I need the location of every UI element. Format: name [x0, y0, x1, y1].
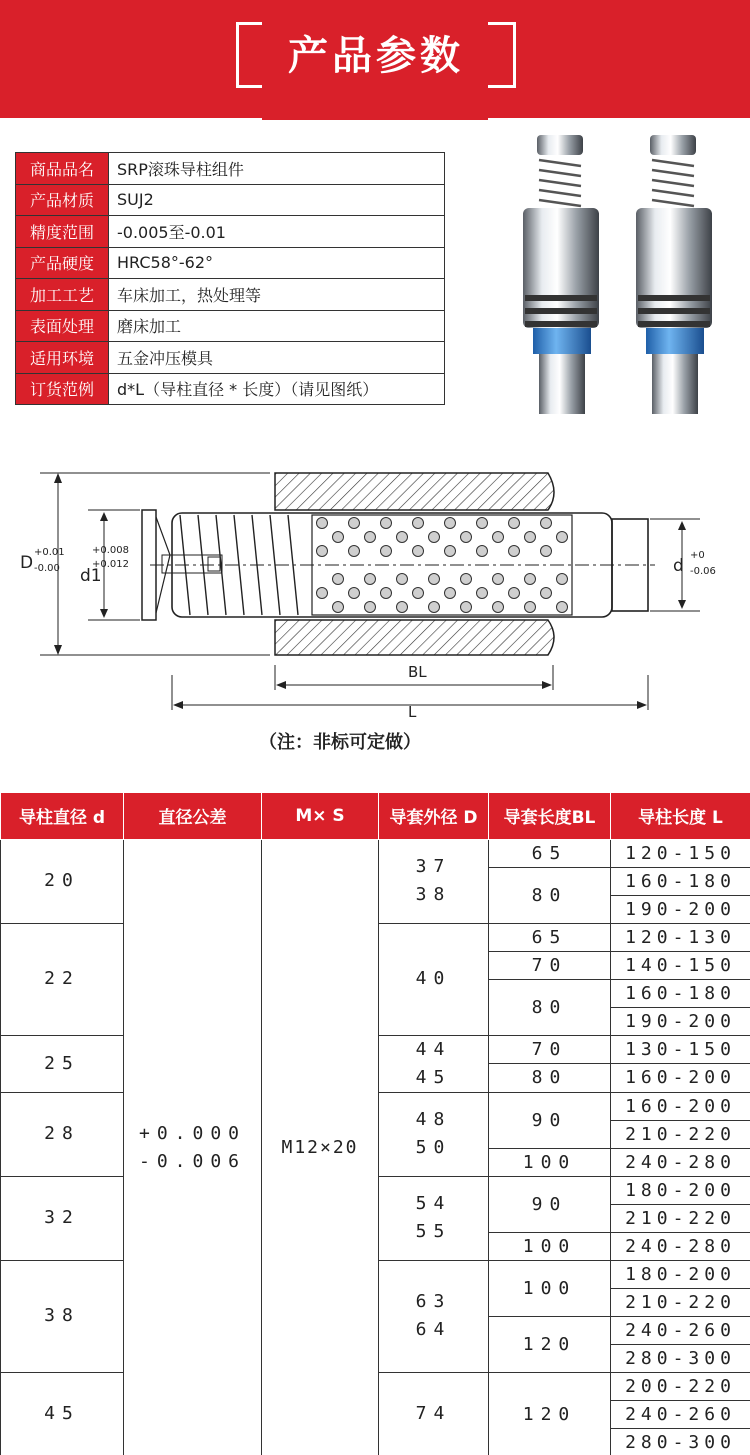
spec-header-cell: 导柱长度 L: [611, 793, 750, 839]
technical-drawing: [0, 455, 750, 725]
info-key: 适用环境: [16, 342, 109, 374]
ball-bearing: [525, 602, 536, 613]
cell-bushing-od: [379, 1372, 489, 1455]
cell-post-length: 210-220: [611, 1120, 750, 1148]
bushing-od-value: 48: [415, 1109, 452, 1130]
dim-d-label: d: [673, 556, 684, 576]
info-value: 车床加工，热处理等: [109, 279, 445, 311]
page-title: 产品参数: [288, 33, 464, 79]
cell-post-diameter: 25: [1, 1035, 124, 1092]
ball-bearing: [397, 574, 408, 585]
cell-post-length: 240-260: [611, 1316, 750, 1344]
cell-post-length: 160-180: [611, 867, 750, 895]
ball-bearing: [413, 518, 424, 529]
ball-bearing: [429, 574, 440, 585]
cell-post-length: 240-260: [611, 1400, 750, 1428]
ball-bearing: [381, 588, 392, 599]
ball-bearing: [365, 574, 376, 585]
cell-post-length: 180-200: [611, 1176, 750, 1204]
ball-bearing: [541, 546, 552, 557]
product-photo-right: [628, 130, 728, 420]
cell-bushing-length: 70: [489, 951, 611, 979]
ball-bearing: [461, 602, 472, 613]
bushing-od-value: 74: [415, 1403, 452, 1424]
cell-bushing-length: 70: [489, 1035, 611, 1064]
bushing-od-value: 63: [415, 1291, 452, 1312]
bushing-od-value: 40: [415, 968, 452, 989]
bushing-od-value: 55: [415, 1221, 452, 1242]
ball-bearing: [429, 602, 440, 613]
bushing-od-value: 44: [415, 1038, 452, 1060]
cell-post-length: 240-280: [611, 1232, 750, 1260]
ball-bearing: [477, 588, 488, 599]
cell-post-length: 180-200: [611, 1260, 750, 1288]
cell-post-length: 140-150: [611, 951, 750, 979]
dim-D-tol-top: +0.01: [34, 547, 65, 558]
ball-bearing: [541, 588, 552, 599]
ball-bearing: [509, 518, 520, 529]
cell-post-diameter: 38: [1, 1260, 124, 1372]
header-banner: [0, 0, 750, 118]
info-row: [16, 247, 445, 279]
cell-post-diameter: 20: [1, 839, 124, 923]
tolerance-bottom: -0.006: [138, 1150, 247, 1172]
cell-post-length: 210-220: [611, 1204, 750, 1232]
ball-bearing: [349, 546, 360, 557]
cell-bushing-length: 100: [489, 1232, 611, 1260]
cell-bushing-length: 120: [489, 1316, 611, 1372]
ball-bearing: [413, 546, 424, 557]
cell-post-length: 160-200: [611, 1064, 750, 1093]
cell-post-length: 120-130: [611, 923, 750, 951]
ball-bearing: [317, 518, 328, 529]
cell-post-length: 200-220: [611, 1372, 750, 1400]
cell-bushing-length: 90: [489, 1176, 611, 1232]
cell-bushing-length: 100: [489, 1260, 611, 1316]
ball-bearing: [365, 532, 376, 543]
info-value: 磨床加工: [109, 310, 445, 342]
ball-bearing: [509, 546, 520, 557]
cell-post-length: 190-200: [611, 1007, 750, 1035]
info-row: [16, 279, 445, 311]
cell-bushing-length: 80: [489, 1064, 611, 1093]
cell-post-length: 240-280: [611, 1148, 750, 1176]
info-key: 加工工艺: [16, 279, 109, 311]
cell-bushing-od: [379, 1092, 489, 1176]
ball-bearing: [317, 546, 328, 557]
ball-bearing: [429, 532, 440, 543]
bushing-od-value: 54: [415, 1193, 452, 1214]
info-key: 商品品名: [16, 153, 109, 185]
dim-d1-tol-top: +0.008: [92, 545, 130, 556]
ball-bearing: [397, 532, 408, 543]
info-key: 表面处理: [16, 310, 109, 342]
info-value: d*L（导柱直径 * 长度）（请见图纸）: [109, 373, 445, 405]
spec-header-cell: M× S: [262, 793, 379, 839]
info-value: SUJ2: [109, 184, 445, 216]
info-row: [16, 342, 445, 374]
dim-D-label: D: [20, 553, 34, 573]
ball-bearing: [445, 518, 456, 529]
cell-bushing-od: [379, 1260, 489, 1372]
ball-bearing: [381, 546, 392, 557]
cell-post-diameter: 45: [1, 1372, 124, 1455]
cell-post-length: 190-200: [611, 895, 750, 923]
ball-bearing: [349, 588, 360, 599]
spec-table: [0, 793, 750, 1455]
ball-bearing: [445, 588, 456, 599]
ball-bearing: [413, 588, 424, 599]
cell-bushing-od: [379, 1176, 489, 1260]
ball-bearing: [349, 518, 360, 529]
info-value: SRP滚珠导柱组件: [109, 153, 445, 185]
bushing-od-value: 37: [415, 856, 452, 877]
spec-header-cell: 导套长度BL: [489, 793, 611, 839]
info-key: 订货范例: [16, 373, 109, 405]
cell-tolerance: [124, 839, 262, 1455]
cell-post-diameter: 22: [1, 923, 124, 1035]
spec-header-cell: 导套外径 D: [379, 793, 489, 839]
cell-bushing-length: 65: [489, 923, 611, 951]
cell-bushing-length: 90: [489, 1092, 611, 1148]
bushing-od-value: 50: [415, 1137, 452, 1158]
info-key: 精度范围: [16, 216, 109, 248]
ball-bearing: [509, 588, 520, 599]
cell-ms: M12×20: [262, 839, 379, 1455]
ball-bearing: [461, 574, 472, 585]
info-key: 产品材质: [16, 184, 109, 216]
ball-bearing: [381, 518, 392, 529]
spec-header-cell: 直径公差: [124, 793, 262, 839]
ball-bearing: [333, 602, 344, 613]
cell-bushing-od: [379, 1035, 489, 1092]
dim-L-label: L: [408, 703, 417, 721]
ball-bearing: [477, 546, 488, 557]
cell-post-length: 160-200: [611, 1092, 750, 1120]
ball-bearing: [525, 574, 536, 585]
dim-d1-label: d1: [80, 566, 102, 586]
info-row: [16, 373, 445, 405]
ball-bearing: [557, 532, 568, 543]
cell-post-length: 130-150: [611, 1035, 750, 1064]
ball-bearing: [445, 546, 456, 557]
cell-bushing-length: 100: [489, 1148, 611, 1176]
cell-post-length: 280-300: [611, 1428, 750, 1455]
ball-bearing: [333, 532, 344, 543]
cell-post-diameter: 32: [1, 1176, 124, 1260]
cell-bushing-length: 65: [489, 839, 611, 867]
cell-post-length: 160-180: [611, 979, 750, 1007]
ball-bearing: [365, 602, 376, 613]
ball-bearing: [333, 574, 344, 585]
spec-header-cell: 导柱直径 d: [1, 793, 124, 839]
ball-bearing: [541, 518, 552, 529]
ball-bearing: [493, 602, 504, 613]
cell-bushing-length: 80: [489, 979, 611, 1035]
cell-bushing-length: 80: [489, 867, 611, 923]
tolerance-top: +0.000: [138, 1122, 247, 1144]
cell-post-length: 210-220: [611, 1288, 750, 1316]
table-row: [1, 839, 750, 867]
ball-bearing: [557, 574, 568, 585]
cell-post-length: 120-150: [611, 839, 750, 867]
bushing-od-value: 38: [415, 884, 452, 905]
info-row: [16, 184, 445, 216]
ball-bearing: [557, 602, 568, 613]
dim-D-tol-bottom: -0.00: [34, 563, 60, 574]
product-photo-left: [515, 130, 615, 420]
cell-bushing-od: [379, 923, 489, 1035]
info-value: HRC58°-62°: [109, 247, 445, 279]
info-row: [16, 310, 445, 342]
info-key: 产品硬度: [16, 247, 109, 279]
cell-post-length: 280-300: [611, 1344, 750, 1372]
bushing-od-value: 64: [415, 1319, 452, 1340]
product-info-table: [15, 152, 445, 405]
ball-bearing: [493, 532, 504, 543]
cell-bushing-od: [379, 839, 489, 923]
dim-BL-label: BL: [408, 663, 427, 681]
ball-bearing: [397, 602, 408, 613]
ball-bearing: [477, 518, 488, 529]
info-value: -0.005至-0.01: [109, 216, 445, 248]
info-row: [16, 216, 445, 248]
ball-bearing: [461, 532, 472, 543]
ball-bearing: [525, 532, 536, 543]
dim-d-tol-bottom: -0.06: [690, 566, 716, 577]
info-value: 五金冲压模具: [109, 342, 445, 374]
dim-d-tol-top: +0: [690, 550, 705, 561]
cell-post-diameter: 28: [1, 1092, 124, 1176]
custom-note: （注：非标可定做）: [259, 732, 421, 753]
ball-bearing: [493, 574, 504, 585]
cell-bushing-length: 120: [489, 1372, 611, 1455]
dim-d1-tol-bottom: +0.012: [92, 559, 130, 570]
info-row: [16, 153, 445, 185]
ball-bearing: [317, 588, 328, 599]
bushing-od-value: 45: [415, 1066, 452, 1088]
